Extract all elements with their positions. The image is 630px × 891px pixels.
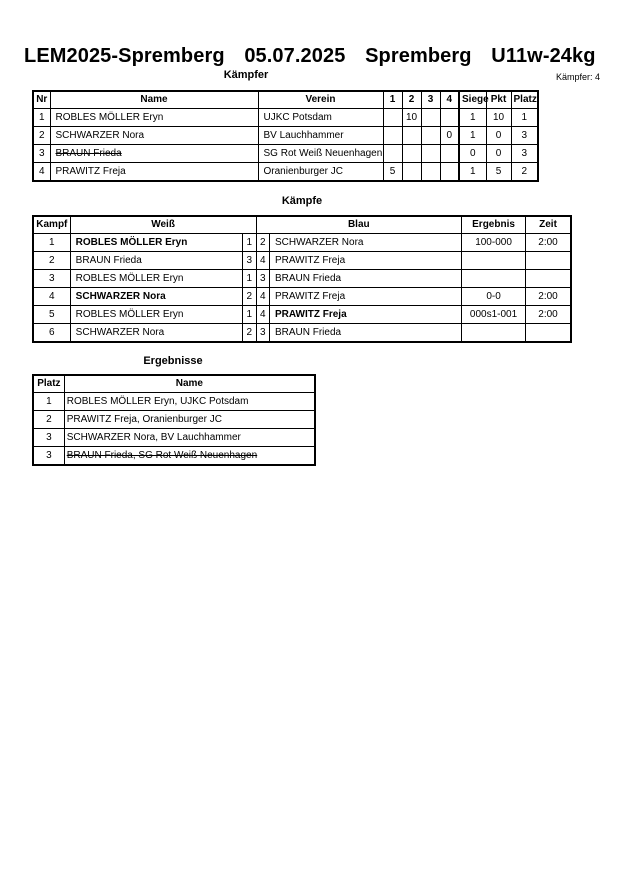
col-result: Ergebnis <box>462 216 526 234</box>
fighter-club: UJKC Potsdam <box>258 109 383 127</box>
col-points: Pkt <box>486 91 511 109</box>
fight-number: 2 <box>33 252 70 270</box>
result-place: 3 <box>33 429 64 447</box>
col-score-3: 3 <box>421 91 440 109</box>
fight-white-nr: 3 <box>243 252 256 270</box>
fights-table <box>32 215 572 343</box>
fighter-score-3 <box>421 145 440 163</box>
fight-number: 5 <box>33 306 70 324</box>
result-place: 2 <box>33 411 64 429</box>
fighter-score-4 <box>440 145 459 163</box>
result-name: BRAUN Frieda, SG Rot Weiß Neuenhagen <box>64 447 315 466</box>
fight-result <box>462 270 526 288</box>
fighter-points: 0 <box>486 145 511 163</box>
fight-white-name: BRAUN Frieda <box>70 252 242 270</box>
fight-white-name: ROBLES MÖLLER Eryn <box>70 234 242 252</box>
fighter-score-1 <box>383 145 402 163</box>
fighter-wins: 1 <box>459 127 486 145</box>
fight-number: 6 <box>33 324 70 343</box>
col-place: Platz <box>511 91 538 109</box>
col-name: Name <box>50 91 258 109</box>
fighter-points: 10 <box>486 109 511 127</box>
fight-result: 0-0 <box>462 288 526 306</box>
col-blue: Blau <box>256 216 462 234</box>
fight-time: 2:00 <box>526 234 571 252</box>
col-fight: Kampf <box>33 216 70 234</box>
fighter-wins: 1 <box>459 163 486 182</box>
fighter-points: 0 <box>486 127 511 145</box>
fight-blue-nr: 2 <box>256 234 269 252</box>
fight-white-nr: 2 <box>243 324 256 343</box>
result-name: SCHWARZER Nora, BV Lauchhammer <box>64 429 315 447</box>
fight-row <box>33 234 571 252</box>
fighter-place: 3 <box>511 127 538 145</box>
fighter-club: Oranienburger JC <box>258 163 383 182</box>
fight-white-name: ROBLES MÖLLER Eryn <box>70 306 242 324</box>
fight-number: 4 <box>33 288 70 306</box>
fight-white-nr: 1 <box>243 270 256 288</box>
col-score-2: 2 <box>402 91 421 109</box>
fighters-count: Kämpfer: 4 <box>555 72 600 82</box>
col-result-name: Name <box>64 375 315 393</box>
fight-blue-name: PRAWITZ Freja <box>269 252 461 270</box>
fighter-score-3 <box>421 109 440 127</box>
event-date: 05.07.2025 <box>244 45 346 67</box>
fight-blue-nr: 4 <box>256 252 269 270</box>
fight-white-name: SCHWARZER Nora <box>70 324 242 343</box>
fighter-club: SG Rot Weiß Neuenhagen <box>258 145 383 163</box>
result-row <box>33 429 315 447</box>
fighter-score-2 <box>402 127 421 145</box>
results-table <box>32 374 316 466</box>
fight-time <box>526 324 571 343</box>
fighter-place: 3 <box>511 145 538 163</box>
col-nr: Nr <box>33 91 50 109</box>
result-row <box>33 393 315 411</box>
result-place: 3 <box>33 447 64 466</box>
fight-blue-nr: 3 <box>256 270 269 288</box>
col-club: Verein <box>258 91 383 109</box>
fighter-nr: 2 <box>33 127 50 145</box>
fighter-points: 5 <box>486 163 511 182</box>
fight-time <box>526 270 571 288</box>
fighter-score-1 <box>383 127 402 145</box>
fighters-section-title: Kämpfer <box>223 69 269 81</box>
fight-number: 1 <box>33 234 70 252</box>
fight-white-name: SCHWARZER Nora <box>70 288 242 306</box>
col-wins: Siege <box>459 91 486 109</box>
event-name: LEM2025-Spremberg <box>24 45 225 67</box>
fighter-row <box>33 145 538 163</box>
fighter-score-2 <box>402 163 421 182</box>
fight-row <box>33 252 571 270</box>
result-name: ROBLES MÖLLER Eryn, UJKC Potsdam <box>64 393 315 411</box>
fight-blue-name: PRAWITZ Freja <box>269 306 461 324</box>
fighter-nr: 4 <box>33 163 50 182</box>
fight-time: 2:00 <box>526 288 571 306</box>
fighter-score-1: 5 <box>383 163 402 182</box>
fighter-row <box>33 163 538 182</box>
result-name: PRAWITZ Freja, Oranienburger JC <box>64 411 315 429</box>
col-score-1: 1 <box>383 91 402 109</box>
fights-header-row <box>33 216 571 234</box>
fight-blue-name: BRAUN Frieda <box>269 324 461 343</box>
fight-time <box>526 252 571 270</box>
col-score-4: 4 <box>440 91 459 109</box>
fighter-name: ROBLES MÖLLER Eryn <box>50 109 258 127</box>
event-place: Spremberg <box>365 45 472 67</box>
fight-white-nr: 1 <box>243 306 256 324</box>
fighters-table <box>32 90 539 182</box>
fight-blue-nr: 4 <box>256 288 269 306</box>
fight-result: 000s1-001 <box>462 306 526 324</box>
fight-row <box>33 324 571 343</box>
fight-white-nr: 2 <box>243 288 256 306</box>
fighter-row <box>33 109 538 127</box>
fighter-wins: 1 <box>459 109 486 127</box>
fighter-score-3 <box>421 127 440 145</box>
weight-category: U11w-24kg <box>491 45 596 67</box>
fighter-score-3 <box>421 163 440 182</box>
fight-result <box>462 324 526 343</box>
fighter-score-4 <box>440 109 459 127</box>
fighter-score-2 <box>402 145 421 163</box>
fight-row <box>33 288 571 306</box>
col-time: Zeit <box>526 216 571 234</box>
fighter-wins: 0 <box>459 145 486 163</box>
fighter-nr: 1 <box>33 109 50 127</box>
col-result-place: Platz <box>33 375 64 393</box>
fighter-score-1 <box>383 109 402 127</box>
fight-blue-name: PRAWITZ Freja <box>269 288 461 306</box>
fight-time: 2:00 <box>526 306 571 324</box>
fighter-place: 1 <box>511 109 538 127</box>
fighter-place: 2 <box>511 163 538 182</box>
result-place: 1 <box>33 393 64 411</box>
fight-result <box>462 252 526 270</box>
fight-result: 100-000 <box>462 234 526 252</box>
fighters-header-row <box>33 91 538 109</box>
fights-section-title: Kämpfe <box>281 195 323 207</box>
results-header-row <box>33 375 315 393</box>
fighter-score-2: 10 <box>402 109 421 127</box>
fighter-row <box>33 127 538 145</box>
result-row <box>33 447 315 466</box>
page-title <box>24 45 609 68</box>
fight-blue-nr: 3 <box>256 324 269 343</box>
fight-row <box>33 270 571 288</box>
fight-white-nr: 1 <box>243 234 256 252</box>
fighter-name: BRAUN Frieda <box>50 145 258 163</box>
results-section-title: Ergebnisse <box>143 355 203 367</box>
fight-blue-nr: 4 <box>256 306 269 324</box>
fighter-club: BV Lauchhammer <box>258 127 383 145</box>
col-white: Weiß <box>70 216 256 234</box>
fight-row <box>33 306 571 324</box>
fighter-score-4 <box>440 163 459 182</box>
fighter-name: PRAWITZ Freja <box>50 163 258 182</box>
fight-blue-name: SCHWARZER Nora <box>269 234 461 252</box>
fighter-score-4: 0 <box>440 127 459 145</box>
fight-white-name: ROBLES MÖLLER Eryn <box>70 270 242 288</box>
result-row <box>33 411 315 429</box>
fighter-nr: 3 <box>33 145 50 163</box>
fighter-name: SCHWARZER Nora <box>50 127 258 145</box>
fight-blue-name: BRAUN Frieda <box>269 270 461 288</box>
fight-number: 3 <box>33 270 70 288</box>
